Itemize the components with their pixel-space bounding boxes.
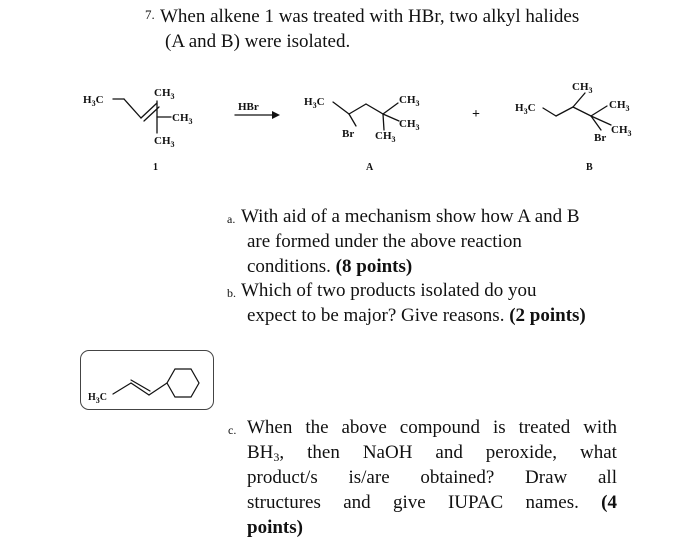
product-b-h3c: $H_3C$ bbox=[515, 102, 536, 116]
arrow-head-icon bbox=[272, 111, 280, 119]
part-c-word: When bbox=[247, 417, 293, 438]
part-c-line-4 bbox=[247, 491, 617, 515]
part-c-word: with bbox=[583, 417, 617, 438]
vinylcyclohexane-structure bbox=[81, 351, 213, 409]
part-c-word: names. bbox=[525, 492, 579, 513]
part-c-word: then bbox=[307, 442, 340, 463]
part-c-word: obtained? bbox=[420, 467, 495, 488]
plus-sign: + bbox=[472, 107, 480, 122]
part-c-line-1 bbox=[247, 416, 617, 440]
product-b-ch3-lower: $CH_3$ bbox=[611, 124, 632, 138]
part-b-line-1: Which of two products isolated do you bbox=[241, 280, 537, 301]
part-c-word: above bbox=[341, 417, 387, 438]
part-a-line-3 bbox=[247, 255, 412, 279]
product-b-ch3-top: $CH_3$ bbox=[572, 81, 593, 95]
product-a-ch3-top: $CH_3$ bbox=[399, 94, 420, 108]
part-c-word: product/s bbox=[247, 467, 318, 488]
question-line-1: When alkene 1 was treated with HBr, two alkyl halides bbox=[160, 6, 580, 27]
part-c-points-open: (4 bbox=[601, 492, 617, 513]
reactant-label: 1 bbox=[153, 162, 158, 173]
part-c-word: is bbox=[492, 417, 506, 438]
compound-box bbox=[80, 350, 214, 410]
part-c-letter: c. bbox=[228, 423, 237, 437]
part-c-word: treated bbox=[518, 417, 571, 438]
part-c-word-bh3: $BH_3$, bbox=[247, 442, 285, 464]
reactant-ch3-right: $CH_3$ bbox=[172, 112, 193, 126]
part-a-line-2: are formed under the above reaction bbox=[247, 231, 522, 252]
part-c-word: is/are bbox=[348, 467, 390, 488]
part-c-word: Draw bbox=[525, 467, 568, 488]
part-a-points: (8 points) bbox=[335, 256, 413, 277]
part-a-line-1: With aid of a mechanism show how A and B bbox=[241, 206, 580, 227]
part-c-word: the bbox=[305, 417, 329, 438]
reactant-h3c-label: $H_3C$ bbox=[83, 94, 104, 108]
product-b-br: Br bbox=[594, 132, 607, 144]
product-a-ch3-right: $CH_3$ bbox=[399, 118, 420, 132]
part-c-word: structures bbox=[247, 492, 321, 513]
part-c-word: all bbox=[598, 467, 617, 488]
reagent-label: HBr bbox=[238, 101, 259, 113]
compound-h3c: $H_3C$ bbox=[88, 392, 108, 405]
product-a-h3c: $H_3C$ bbox=[304, 96, 325, 110]
part-c-word: what bbox=[580, 442, 617, 463]
part-b-points: (2 points) bbox=[509, 305, 586, 326]
part-c-word: IUPAC bbox=[447, 492, 504, 513]
product-b-label: B bbox=[586, 162, 593, 173]
part-c-word: and bbox=[435, 442, 463, 463]
reaction-scheme bbox=[0, 0, 700, 200]
part-c-line-3 bbox=[247, 466, 617, 490]
part-b-line-2-text: expect to be major? Give reasons. bbox=[247, 305, 505, 326]
product-a-br: Br bbox=[342, 128, 355, 140]
part-c-line-2 bbox=[247, 441, 617, 465]
product-a-ch3-bottom: $CH_3$ bbox=[375, 130, 396, 144]
question-line-2: (A and B) were isolated. bbox=[165, 31, 351, 52]
part-b-letter: b. bbox=[227, 286, 236, 300]
part-a-letter: a. bbox=[227, 212, 236, 226]
part-c-word: NaOH bbox=[362, 442, 413, 463]
part-c-word: peroxide, bbox=[485, 442, 558, 463]
part-b-line-2 bbox=[247, 304, 586, 328]
part-c-word: compound bbox=[399, 417, 480, 438]
part-c-line-5 bbox=[247, 516, 303, 540]
product-a-label: A bbox=[366, 162, 374, 173]
part-c-word: give bbox=[392, 492, 426, 513]
product-b-ch3-right: $CH_3$ bbox=[609, 99, 630, 113]
question-number: 7. bbox=[145, 7, 155, 22]
reactant-ch3-top: $CH_3$ bbox=[154, 87, 175, 101]
reactant-ch3-bottom: $CH_3$ bbox=[154, 135, 175, 149]
part-a-line-3-text: conditions. bbox=[247, 256, 331, 277]
part-c-points-close: points) bbox=[247, 517, 303, 538]
part-c-word: and bbox=[343, 492, 371, 513]
